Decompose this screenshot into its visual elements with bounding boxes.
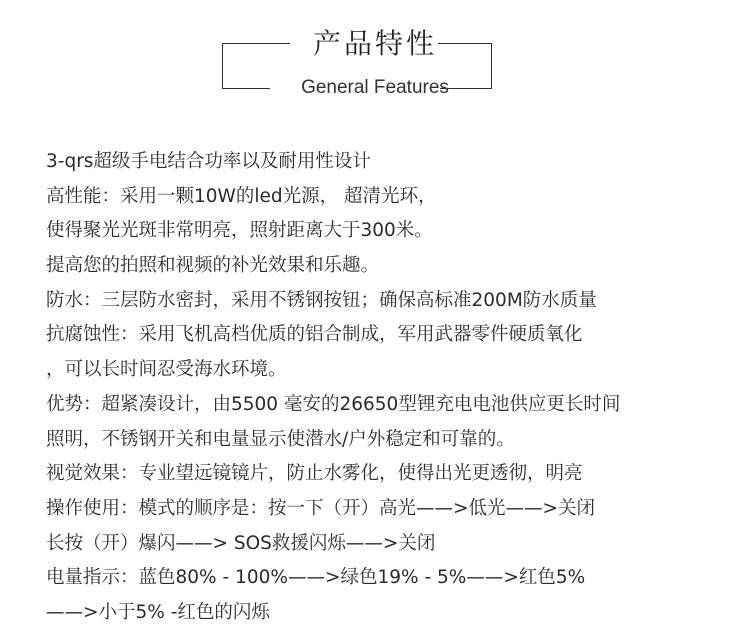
section-header — [0, 0, 750, 110]
feature-line: 提高您的拍照和视频的补光效果和乐趣。 — [46, 255, 380, 277]
feature-line: ，可以长时间忍受海水环境。 — [46, 359, 287, 381]
feature-list — [46, 145, 736, 631]
feature-line: 长按（开）爆闪——> SOS救援闪烁——>关闭 — [46, 532, 436, 554]
feature-line: 3-qrs超级手电结合功率以及耐用性设计 — [46, 151, 371, 172]
feature-line: 操作使用：模式的顺序是：按一下（开）高光——>低光——>关闭 — [46, 497, 596, 519]
feature-line: 使得聚光光斑非常明亮，照射距离大于300米。 — [46, 220, 433, 242]
feature-line: ——>小于5% -红色的闪烁 — [46, 601, 270, 623]
feature-line: 防水：三层防水密封，采用不锈钢按钮；确保高标准200M防水质量 — [46, 289, 597, 311]
feature-line: 优势：超紧凑设计，由5500 毫安的26650型锂充电电池供应更长时间 — [46, 393, 621, 415]
feature-line: 抗腐蚀性：采用飞机高档优质的铝合制成，军用武器零件硬质氧化 — [46, 324, 583, 346]
feature-line: 高性能：采用一颗10W的led光源， 超清光环， — [46, 185, 437, 207]
section-subtitle: General Features — [301, 77, 449, 98]
feature-line: 电量指示：蓝色80% - 100%——>绿色19% - 5%——>红色5% — [46, 567, 586, 589]
feature-line: 视觉效果：专业望远镜镜片，防止水雾化，使得出光更透彻，明亮 — [46, 463, 583, 485]
section-title: 产品特性 — [312, 27, 437, 60]
feature-line: 照明，不锈钢开关和电量显示使潜水/户外稳定和可靠的。 — [46, 428, 515, 450]
